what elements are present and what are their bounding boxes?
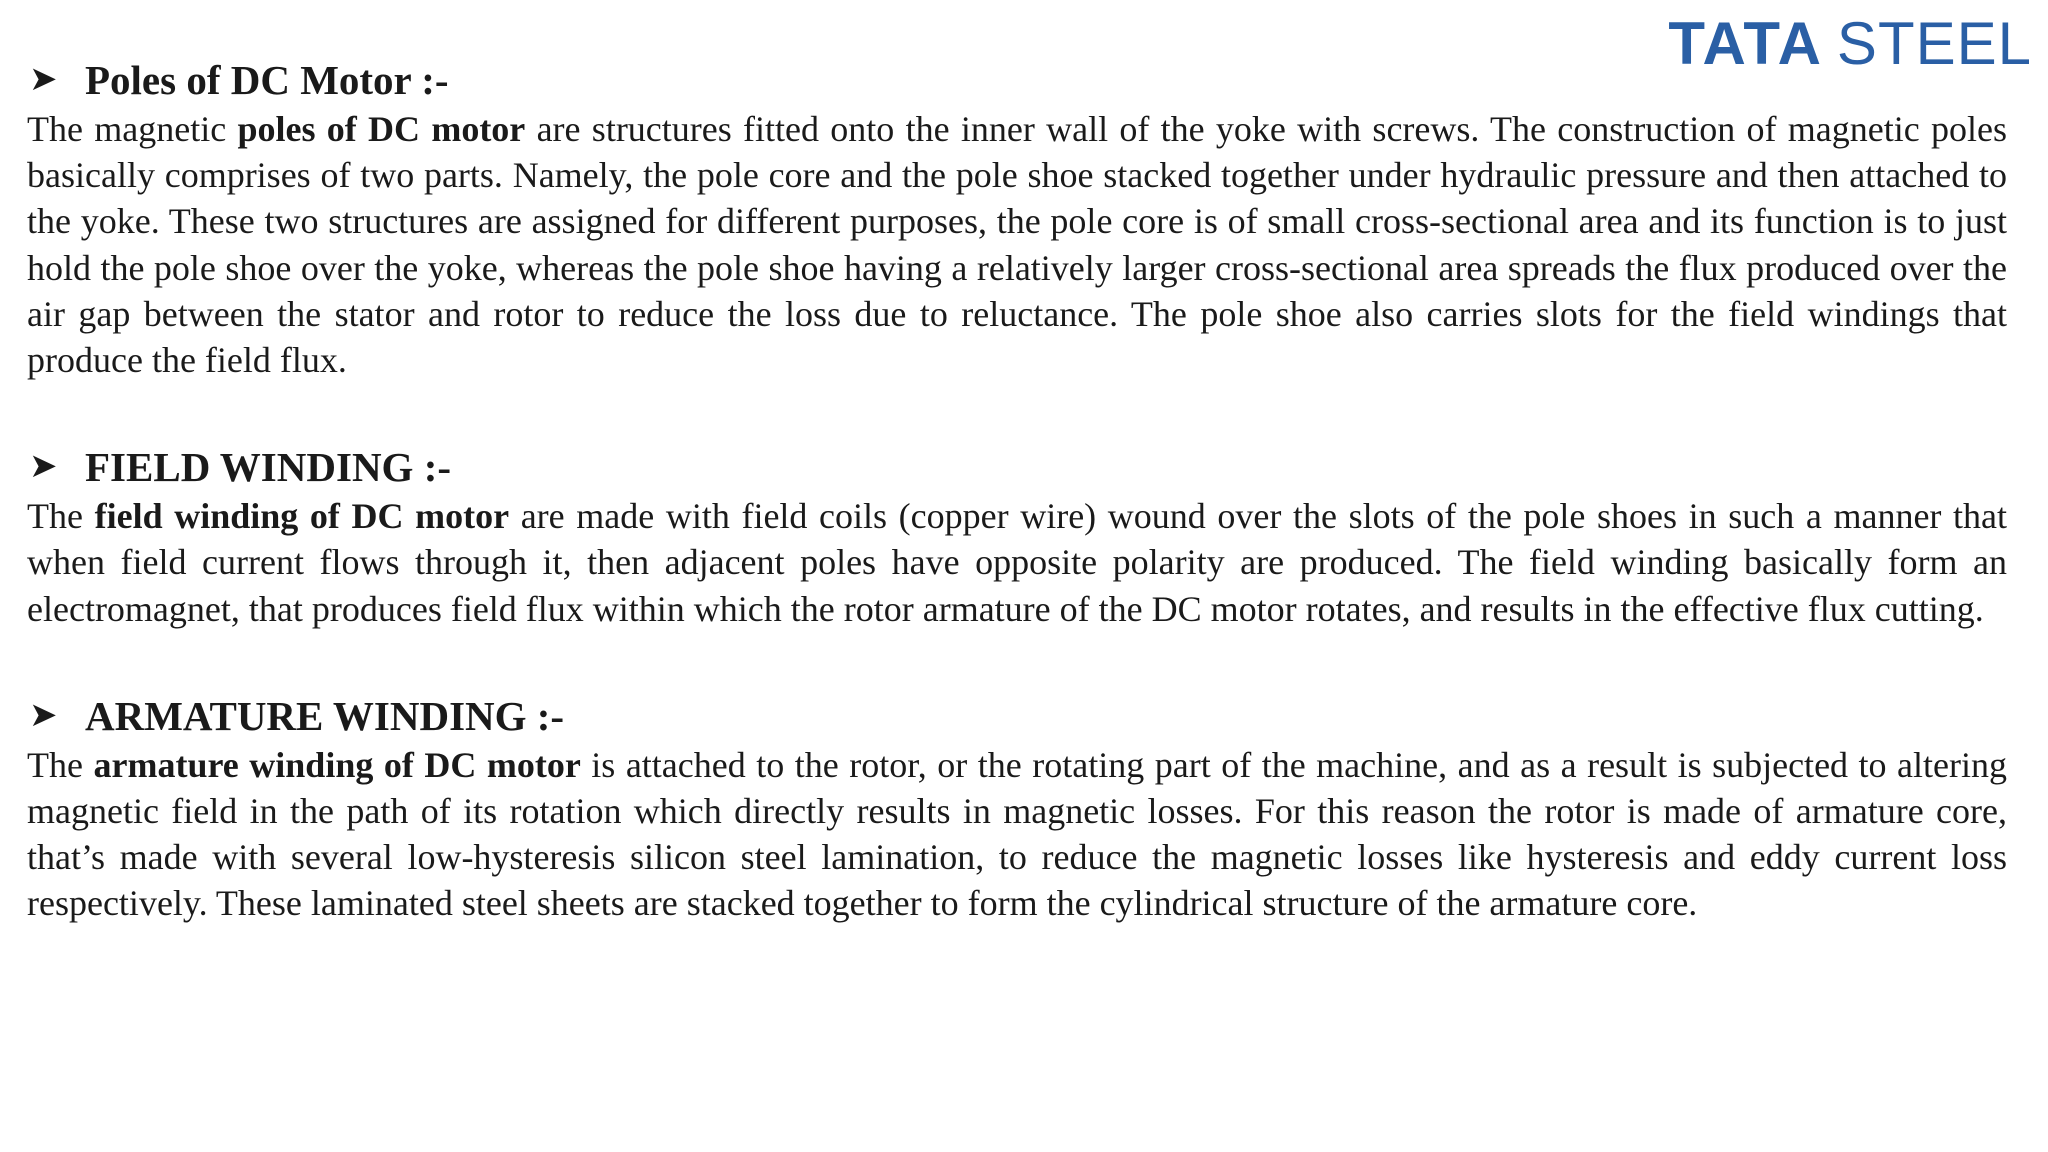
slide-content: [27, 54, 2007, 927]
section-paragraph: [27, 493, 2007, 632]
arrow-bullet-icon: ➤: [29, 448, 58, 486]
paragraph-bold-term: field winding of DC motor: [94, 496, 510, 537]
paragraph-bold-term: armature winding of DC motor: [93, 744, 581, 785]
paragraph-lead: The magnetic: [27, 109, 238, 149]
section-heading: [27, 441, 2007, 493]
paragraph-body: is attached to the rotor, or the rotating part of the machine, and as a result is subjected to altering magnetic field in the path of its rotation which directly results in magnetic losses. For this reason the rotor is made of armature core, that’s made with several low-hysteresis silicon steel lamination, to reduce the magnetic losses like hysteresis and eddy current loss respectively. These laminated steel sheets are stacked together to form the cylindrical structure of the armature core.: [27, 744, 2008, 924]
section-heading-text: Poles of DC Motor :-: [85, 57, 449, 103]
section-paragraph: [27, 742, 2007, 927]
section-heading-text: ARMATURE WINDING :-: [85, 692, 565, 739]
paragraph-body: are structures fitted onto the inner wall of the yoke with screws. The construction of magnetic poles basically comprises of two parts. Namely, the pole core and the pole shoe stacked together under hydraulic pressure and then attached to the yoke. These two structures are assigned for different purposes, the pole core is of small cross-sectional area and its function is to just hold the pole shoe over the yoke, whereas the pole shoe having a relatively larger cross-sectional area spreads the flux produced over the air gap between the stator and rotor to reduce the loss due to reluctance. The pole shoe also carries slots for the field windings that produce the field flux.: [27, 109, 2008, 381]
section-armature-winding: [27, 690, 2007, 927]
paragraph-bold-term: poles of DC motor: [237, 109, 526, 149]
paragraph-body: are made with field coils (copper wire) wound over the slots of the pole shoes in such a manner that when field current flows through it, then adjacent poles have opposite polarity are produced. The field winding basically form an electromagnet, that produces field flux within which the rotor armature of the DC motor rotates, and results in the effective flux cutting.: [27, 496, 2008, 629]
paragraph-lead: The: [27, 744, 94, 785]
section-poles: [27, 54, 2007, 383]
section-field-winding: [27, 441, 2007, 632]
logo-word-tata: TATA: [1668, 10, 1823, 77]
arrow-bullet-icon: ➤: [29, 696, 58, 734]
arrow-bullet-icon: ➤: [29, 61, 58, 98]
section-heading: [27, 690, 2007, 742]
paragraph-lead: The: [27, 496, 95, 537]
section-heading: [27, 54, 2007, 106]
section-heading-text: FIELD WINDING :-: [85, 444, 451, 491]
logo-word-steel: STEEL: [1836, 10, 2032, 77]
section-paragraph: [27, 106, 2007, 383]
